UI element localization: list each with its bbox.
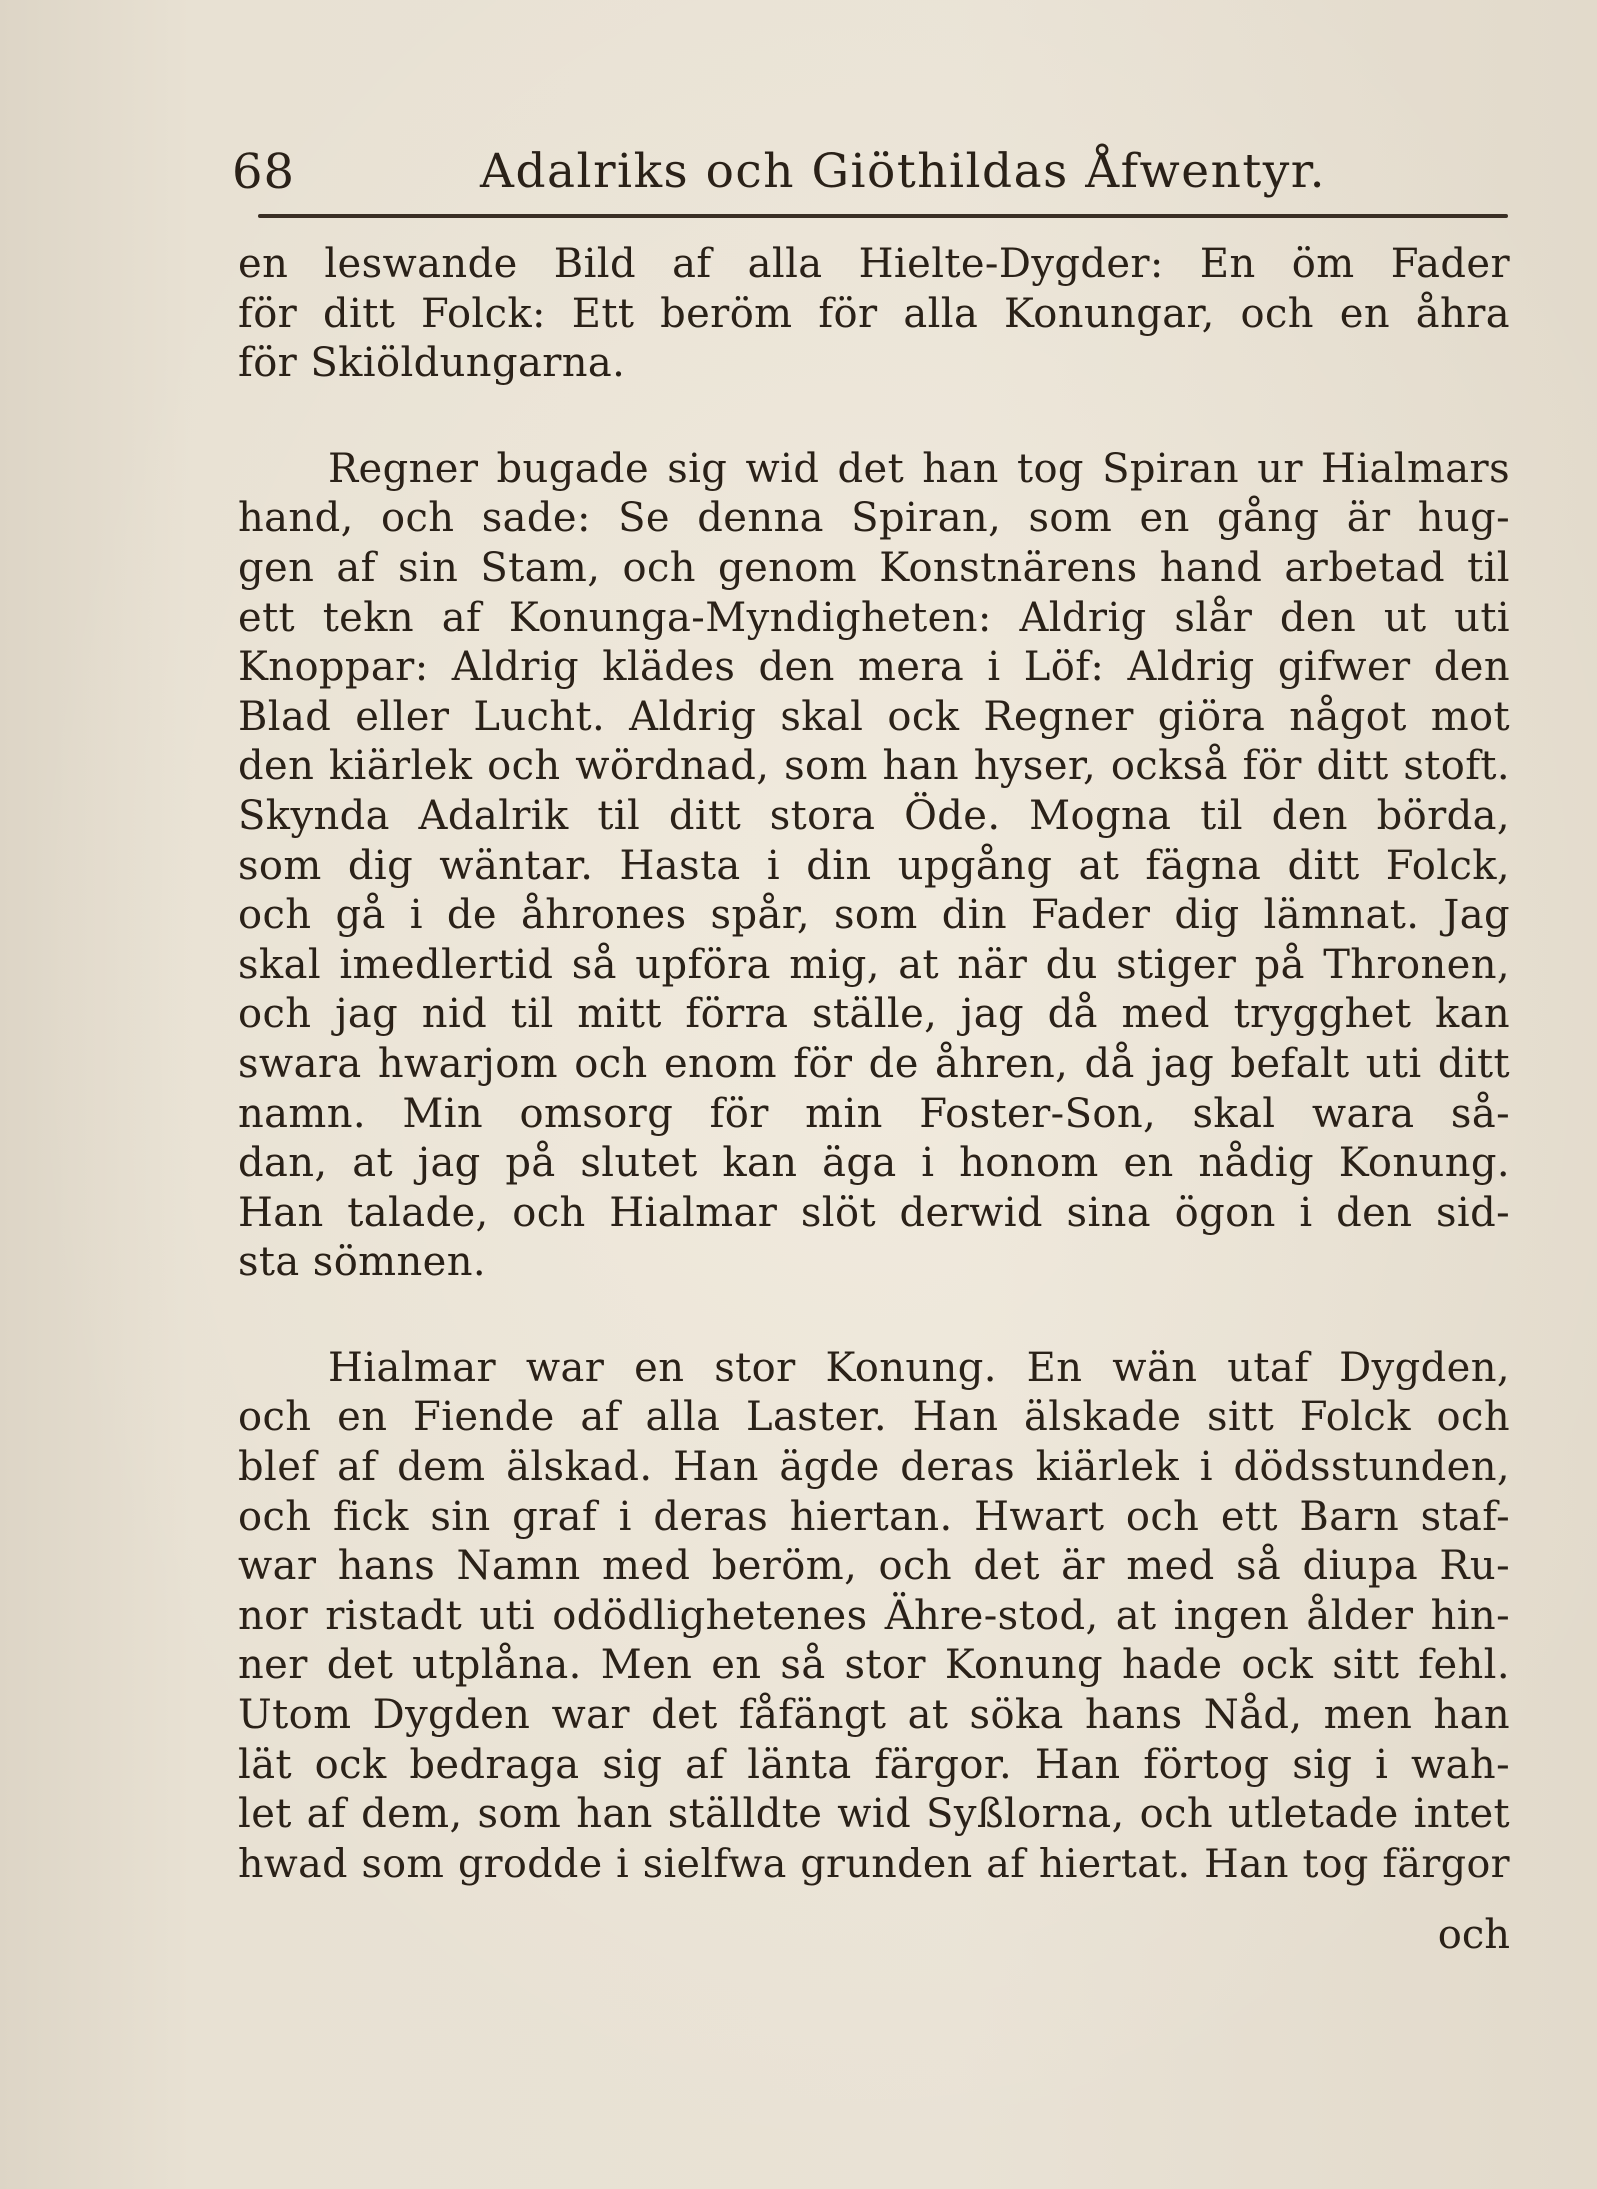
page-number: 68 [232, 144, 296, 200]
text-line: Regner bugade sig wid det han tog Spiran ur Hialmars [328, 445, 1510, 492]
text-line: hand, och sade: Se denna Spiran, som en gång är hug- [238, 495, 1510, 542]
text-line: ner det utplåna. Men en så stor Konung hade ock sitt fehl. [238, 1642, 1510, 1689]
text-line: för Skiöldungarna. [238, 340, 626, 387]
catchword: och [1437, 1912, 1510, 1958]
text-line: let af dem, som han ställdte wid Syßlorna, och utletade intet [238, 1791, 1510, 1838]
paragraph-3 [238, 1344, 1510, 1890]
text-line: och en Fiende af alla Laster. Han älskade sitt Folck och [238, 1394, 1510, 1441]
text-line: Knoppar: Aldrig klädes den mera i Löf: Aldrig gifwer den [238, 644, 1510, 691]
text-line: gen af sin Stam, och genom Konstnärens hand arbetad til [238, 544, 1510, 591]
text-line: dan, at jag på slutet kan äga i honom en nådig Konung. [238, 1140, 1510, 1187]
text-line: som dig wäntar. Hasta i din upgång at fägna ditt Folck, [238, 842, 1510, 889]
text-line: nor ristadt uti odödlighetenes Ähre-stod, at ingen ålder hin- [238, 1592, 1510, 1639]
text-line: Blad eller Lucht. Aldrig skal ock Regner giöra något mot [238, 693, 1510, 740]
text-line: namn. Min omsorg för min Foster-Son, skal wara så- [238, 1090, 1510, 1137]
text-line: sta sömnen. [238, 1239, 487, 1286]
running-head [232, 138, 1507, 208]
running-title: Adalriks och Giöthildas Åfwentyr. [480, 144, 1327, 199]
text-line: lät ock bedraga sig af länta färgor. Han förtog sig i wah- [238, 1741, 1510, 1788]
text-line: och jag nid til mitt förra ställe, jag då med trygghet kan [238, 991, 1510, 1038]
text-line: en leswande Bild af alla Hielte-Dygder: En öm Fader [238, 241, 1510, 287]
text-line: blef af dem älskad. Han ägde deras kiärlek i dödsstunden, [238, 1444, 1510, 1491]
text-line: Han talade, och Hialmar slöt derwid sina ögon i den sid- [238, 1189, 1510, 1236]
text-line: swara hwarjom och enom för de åhren, då jag befalt uti ditt [238, 1040, 1510, 1087]
paragraph-2 [238, 445, 1510, 1288]
paragraph-1 [238, 240, 1510, 389]
text-line: och gå i de åhrones spår, som din Fader dig lämnat. Jag [238, 892, 1510, 939]
body-text [238, 240, 1510, 1889]
text-line: ett tekn af Konunga-Myndigheten: Aldrig slår den ut uti [238, 594, 1510, 641]
text-line: skal imedlertid så upföra mig, at när du stiger på Thronen, [238, 941, 1510, 988]
text-line: hwad som grodde i sielfwa grunden af hiertat. Han tog färgor [238, 1840, 1510, 1887]
text-line: och fick sin graf i deras hiertan. Hwart och ett Barn staf- [238, 1493, 1510, 1540]
header-rule [258, 214, 1508, 218]
text-line: war hans Namn med beröm, och det är med så diupa Ru- [238, 1543, 1510, 1590]
text-line: för ditt Folck: Ett beröm för alla Konungar, och en åhra [238, 290, 1510, 337]
text-line: den kiärlek och wördnad, som han hyser, också för ditt stoft. [238, 743, 1510, 790]
text-line: Skynda Adalrik til ditt stora Öde. Mogna til den börda, [238, 792, 1510, 839]
text-line: Hialmar war en stor Konung. En wän utaf Dygden, [328, 1344, 1510, 1391]
text-line: Utom Dygden war det fåfängt at söka hans Nåd, men han [238, 1692, 1510, 1739]
